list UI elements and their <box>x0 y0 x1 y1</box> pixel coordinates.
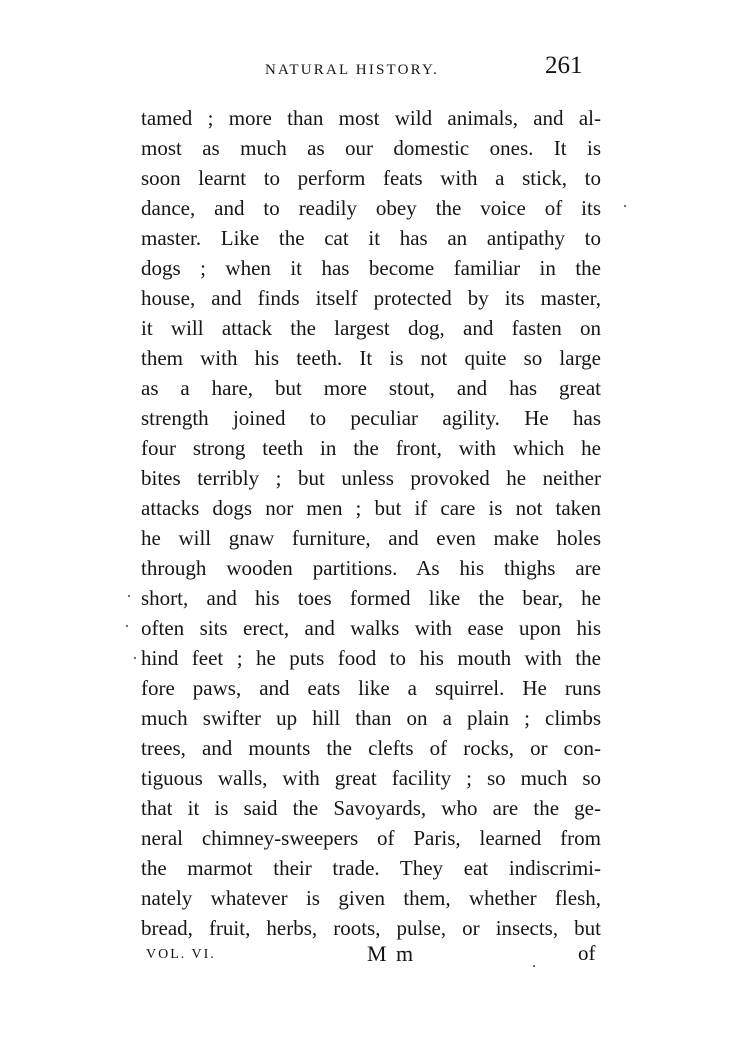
text-line: tiguous walls, with great facility ; so much so <box>141 766 601 790</box>
text-line: attacks dogs nor men ; but if care is not taken <box>141 496 601 520</box>
text-line: master. Like the cat it has an antipathy to <box>141 226 601 250</box>
volume-signature: VOL. VI. <box>146 947 216 962</box>
running-head: NATURAL HISTORY. <box>265 62 440 78</box>
text-line: trees, and mounts the clefts of rocks, or con- <box>141 736 601 760</box>
text-line: dogs ; when it has become familiar in the <box>141 256 601 280</box>
text-line: it will attack the largest dog, and fasten on <box>141 316 601 340</box>
text-line: nately whatever is given them, whether flesh, <box>141 886 601 910</box>
scan-speck <box>134 657 136 659</box>
text-line: neral chimney-sweepers of Paris, learned from <box>141 826 601 850</box>
scan-speck <box>128 595 130 597</box>
text-line: often sits erect, and walks with ease upon his <box>141 616 601 640</box>
text-line: bread, fruit, herbs, roots, pulse, or insects, but <box>141 916 601 940</box>
text-line: them with his teeth. It is not quite so large <box>141 346 601 370</box>
text-line: as a hare, but more stout, and has great <box>141 376 601 400</box>
text-line: the marmot their trade. They eat indiscrimi- <box>141 856 601 880</box>
text-line: hind feet ; he puts food to his mouth with the <box>141 646 601 670</box>
text-line: through wooden partitions. As his thighs are <box>141 556 601 580</box>
scan-speck <box>126 625 128 627</box>
signature-mark: M m <box>367 941 416 966</box>
text-line: tamed ; more than most wild animals, and al- <box>141 106 601 130</box>
text-line: bites terribly ; but unless provoked he neither <box>141 466 601 490</box>
page-number: 261 <box>545 52 583 79</box>
catchword: of <box>578 941 596 965</box>
text-line: much swifter up hill than on a plain ; climbs <box>141 706 601 730</box>
text-line: fore paws, and eats like a squirrel. He runs <box>141 676 601 700</box>
scan-speck <box>624 205 626 207</box>
text-line: that it is said the Savoyards, who are the ge- <box>141 796 601 820</box>
body-text <box>141 103 601 943</box>
scan-speck <box>533 965 535 967</box>
text-line: dance, and to readily obey the voice of its <box>141 196 601 220</box>
text-line: soon learnt to perform feats with a stick, to <box>141 166 601 190</box>
text-line: most as much as our domestic ones. It is <box>141 136 601 160</box>
text-line: he will gnaw furniture, and even make holes <box>141 526 601 550</box>
text-line: four strong teeth in the front, with which he <box>141 436 601 460</box>
page-footer <box>0 943 750 973</box>
text-line: short, and his toes formed like the bear, he <box>141 586 601 610</box>
text-line: house, and finds itself protected by its master, <box>141 286 601 310</box>
text-line: strength joined to peculiar agility. He has <box>141 406 601 430</box>
